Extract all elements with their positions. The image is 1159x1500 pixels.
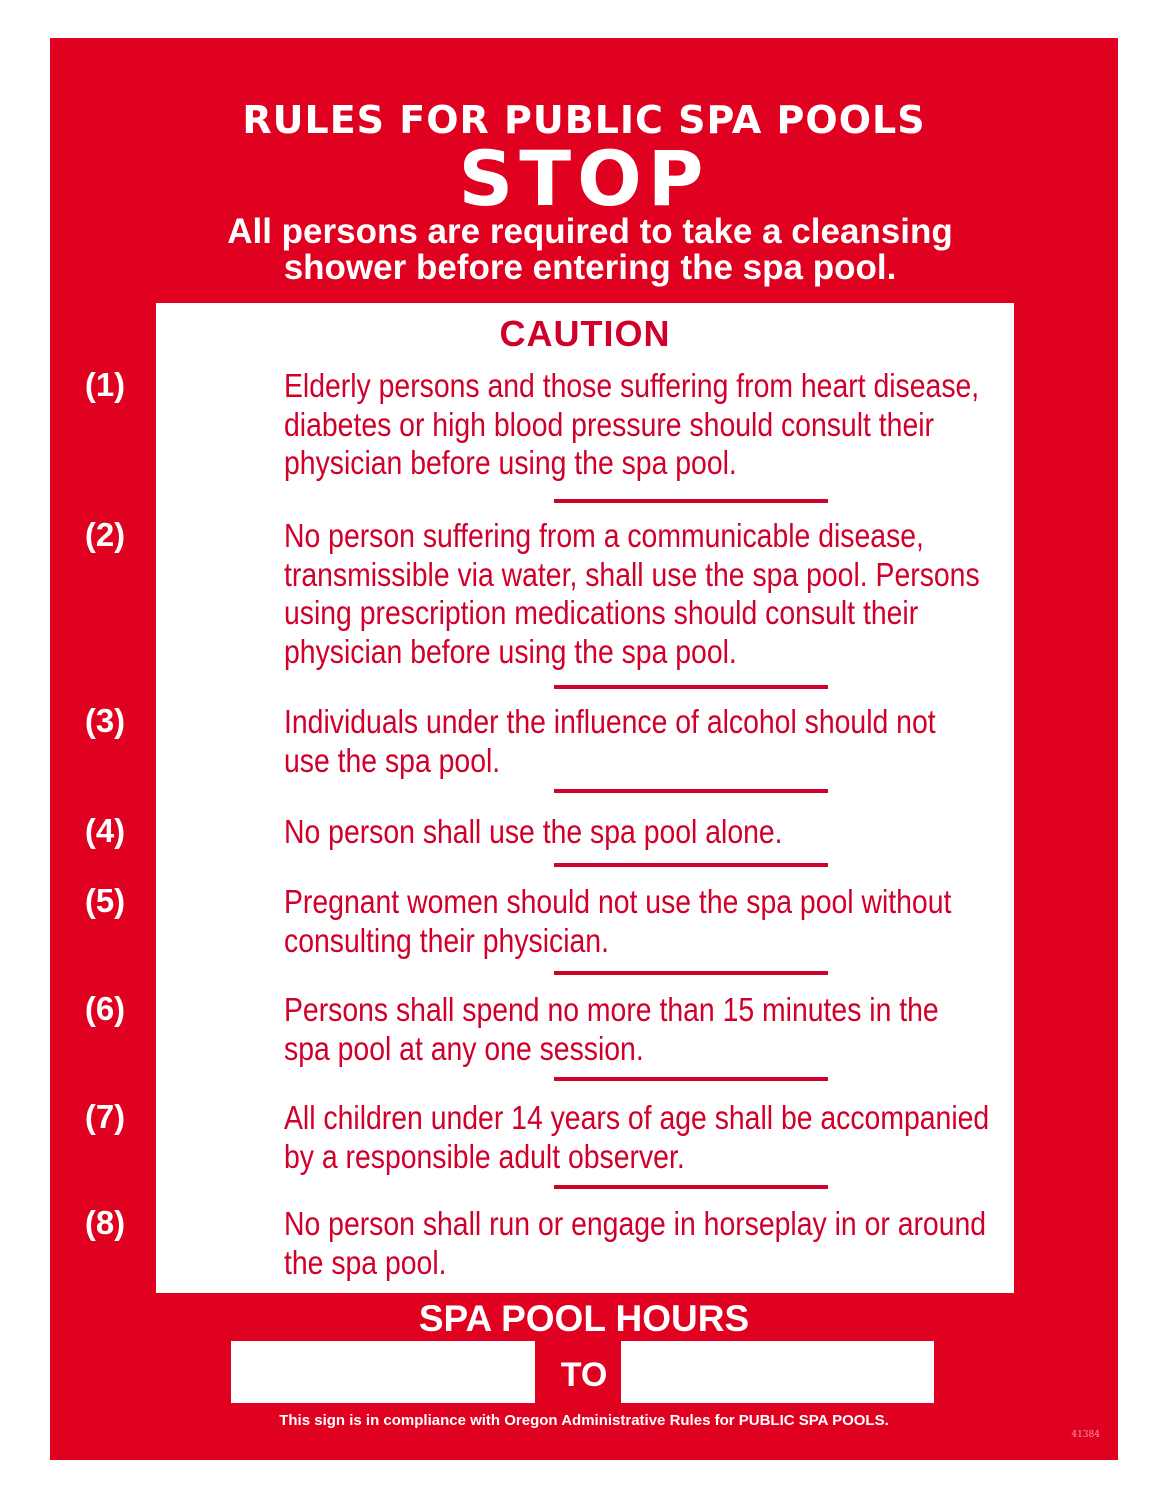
rule-line: use the spa pool. bbox=[284, 741, 501, 779]
rule-5-text bbox=[284, 883, 989, 960]
rule-line: physician before using the spa pool. bbox=[284, 444, 737, 481]
sign-code: 41384 bbox=[1071, 1430, 1100, 1440]
sign-title: RULES FOR PUBLIC SPA POOLS bbox=[242, 98, 926, 142]
rule-1-text bbox=[284, 367, 989, 483]
rule-line: by a responsible adult observer. bbox=[284, 1137, 685, 1175]
rule-line: consulting their physician. bbox=[284, 921, 609, 959]
rule-divider bbox=[554, 685, 828, 689]
hours-to-field[interactable] bbox=[621, 1341, 934, 1403]
rule-number: (6) bbox=[84, 990, 126, 1027]
rule-line: using prescription medications should consult their bbox=[284, 594, 919, 631]
rule-divider bbox=[554, 863, 828, 867]
rule-line: No person shall use the spa pool alone. bbox=[284, 813, 783, 850]
rule-number: (1) bbox=[84, 366, 126, 403]
hours-from-field[interactable] bbox=[231, 1341, 535, 1403]
rule-6-text bbox=[284, 991, 989, 1068]
rule-2-text bbox=[284, 517, 989, 671]
rule-line: Elderly persons and those suffering from heart disease, bbox=[284, 367, 980, 404]
caution-panel bbox=[156, 303, 1014, 1293]
shower-notice bbox=[130, 214, 1050, 286]
rule-line: Individuals under the influence of alcohol should not bbox=[284, 703, 936, 740]
rule-line: Persons shall spend no more than 15 minutes in the bbox=[284, 991, 939, 1028]
rule-number: (8) bbox=[84, 1204, 126, 1241]
stop-heading: STOP bbox=[458, 134, 710, 223]
rule-7-text bbox=[284, 1099, 989, 1176]
rule-4-text bbox=[284, 813, 989, 852]
rule-number: (3) bbox=[84, 702, 126, 739]
rule-line: No person suffering from a communicable disease, bbox=[284, 517, 924, 554]
rule-number: (2) bbox=[84, 516, 126, 553]
shower-notice-line-1: All persons are required to take a cleansing bbox=[227, 212, 953, 251]
rule-line: transmissible via water, shall use the spa pool. Persons bbox=[284, 555, 980, 593]
rule-divider bbox=[554, 1185, 828, 1189]
caution-heading: CAUTION bbox=[499, 313, 671, 354]
rule-line: diabetes or high blood pressure should consult their bbox=[284, 405, 934, 443]
rule-divider bbox=[554, 1077, 828, 1081]
rule-3-text bbox=[284, 703, 989, 780]
rule-line: No person shall run or engage in horseplay in or around bbox=[284, 1205, 987, 1242]
rule-number: (4) bbox=[84, 812, 126, 849]
rule-divider bbox=[554, 499, 828, 503]
rule-number: (7) bbox=[84, 1098, 126, 1135]
rule-line: spa pool at any one session. bbox=[284, 1029, 644, 1067]
compliance-note: This sign is in compliance with Oregon Administrative Rules for PUBLIC SPA POOLS. bbox=[279, 1412, 889, 1429]
rule-divider bbox=[554, 971, 828, 975]
hours-to-label: TO bbox=[560, 1356, 608, 1394]
rule-line: All children under 14 years of age shall be accompanied bbox=[284, 1099, 990, 1136]
shower-notice-line-2: shower before entering the spa pool. bbox=[283, 248, 897, 287]
spa-hours-title: SPA POOL HOURS bbox=[418, 1298, 750, 1339]
rule-divider bbox=[554, 789, 828, 793]
rule-8-text bbox=[284, 1205, 989, 1282]
rule-number: (5) bbox=[84, 882, 126, 919]
rule-line: Pregnant women should not use the spa pool without bbox=[284, 883, 952, 920]
rule-line: physician before using the spa pool. bbox=[284, 632, 737, 670]
rule-line: the spa pool. bbox=[284, 1243, 447, 1281]
spa-rules-sign bbox=[50, 38, 1118, 1460]
